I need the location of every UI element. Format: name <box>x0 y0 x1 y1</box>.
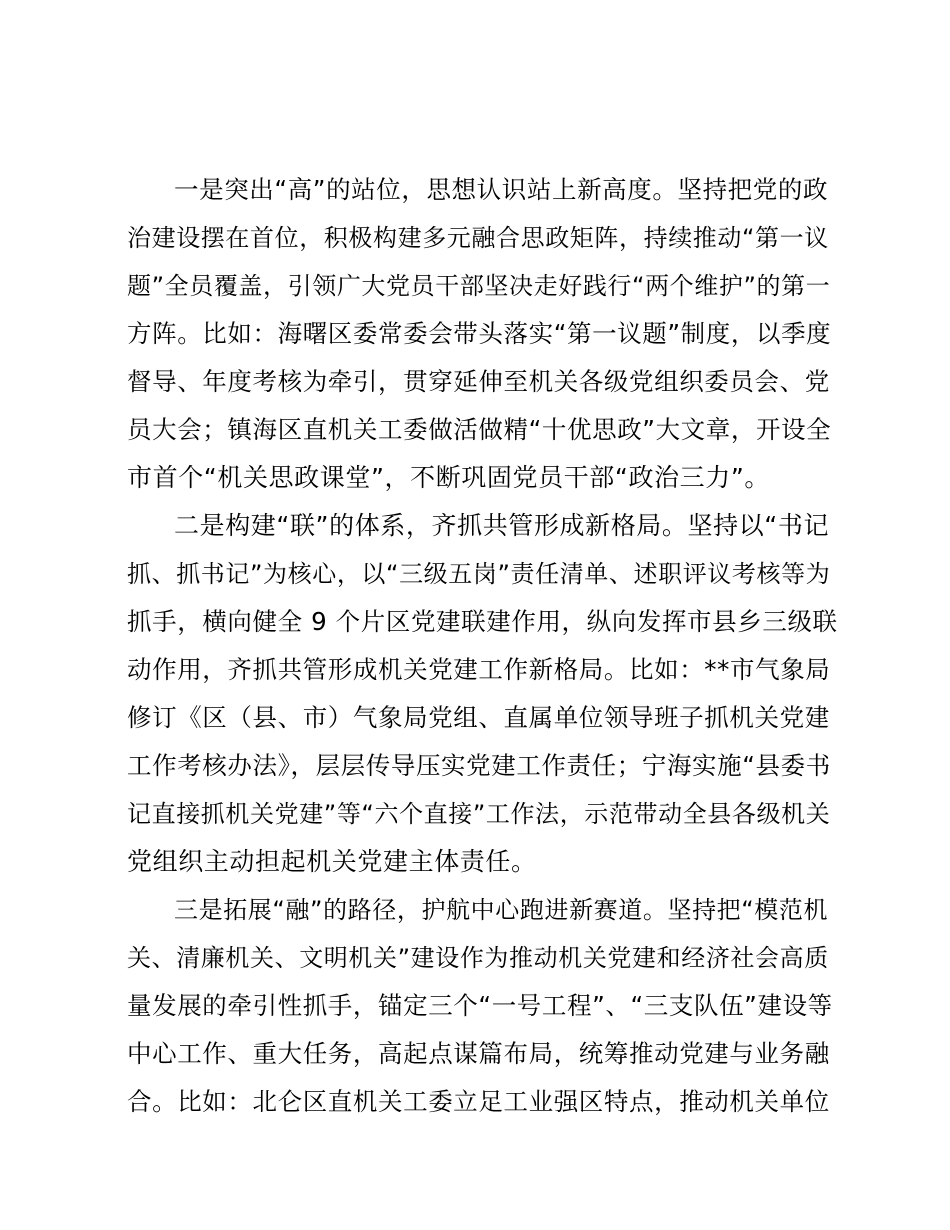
paragraph-2-line-1: 二是构建“联”的体系，齐抓共管形成新格局。坚持以“书记 <box>174 511 830 540</box>
paragraph-2-line-2: 抓、抓书记”为核心，以“三级五岗”责任清单、述职评议考核等为 <box>127 560 831 588</box>
paragraph-1-line-7: 市首个“机关思政课堂”，不断巩固党员干部“政治三力”。 <box>127 463 771 492</box>
paragraph-1-line-1: 一是突出“高”的站位，思想认识站上新高度。坚持把党的政 <box>174 175 829 204</box>
paragraph-2-line-5: 修订《区（县、市）气象局党组、直属单位领导班子抓机关党建 <box>127 703 830 732</box>
paragraph-3-line-3: 量发展的牵引性抓手，锚定三个“一号工程”、“三支队伍”建设等 <box>127 991 833 1020</box>
paragraph-2-line-3: 抓手，横向健全 9 个片区党建联建作用，纵向发挥市县乡三级联 <box>127 607 838 636</box>
paragraph-3-line-4: 中心工作、重大任务，高起点谋篇布局，统筹推动党建与业务融 <box>127 1039 830 1068</box>
paragraph-3-line-1: 三是拓展“融”的路径，护航中心跑进新赛道。坚持把“模范机 <box>174 896 829 924</box>
paragraph-3-line-2: 关、清廉机关、文明机关”建设作为推动机关党建和经济社会高质 <box>127 944 829 972</box>
paragraph-1-line-2: 治建设摆在首位，积极构建多元融合思政矩阵，持续推动“第一议 <box>127 224 829 252</box>
paragraph-1-line-4: 方阵。比如：海曙区委常委会带头落实“第一议题”制度，以季度 <box>127 319 832 348</box>
paragraph-2-line-7: 记直接抓机关党建”等“六个直接”工作法，示范带动全县各级机关 <box>127 800 831 828</box>
paragraph-1-line-6: 员大会；镇海区直机关工委做活做精“十优思政”大文章，开设全 <box>127 415 832 444</box>
paragraph-2-line-6: 工作考核办法》，层层传导压实党建工作责任；宁海实施“县委书 <box>127 751 831 780</box>
paragraph-1-line-5: 督导、年度考核为牵引，贯穿延伸至机关各级党组织委员会、党 <box>127 367 830 396</box>
paragraph-2-line-8: 党组织主动担起机关党建主体责任。 <box>127 847 537 876</box>
paragraph-1-line-3: 题”全员覆盖，引领广大党员干部坚决走好践行“两个维护”的第一 <box>127 272 831 300</box>
paragraph-2-line-4: 动作用，齐抓共管形成机关党建工作新格局。比如：**市气象局 <box>127 655 831 684</box>
paragraph-3-line-5: 合。比如：北仑区直机关工委立足工业强区特点，推动机关单位 <box>127 1087 830 1116</box>
